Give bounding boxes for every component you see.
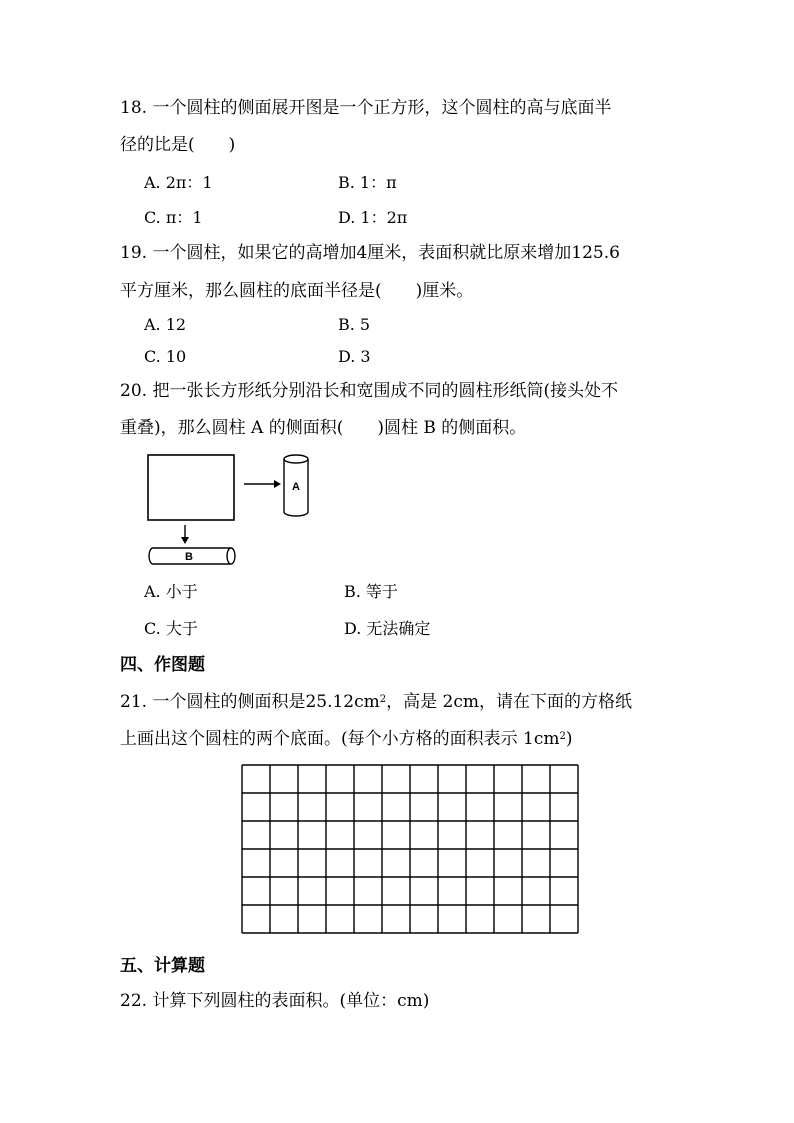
q18-option-b[interactable]: B. 1：π [338, 173, 397, 192]
q20-stem-line1: 20. 把一张长方形纸分别沿长和宽围成不同的圆柱形纸筒(接头处不 [120, 381, 619, 401]
q20-option-b[interactable]: B. 等于 [344, 582, 398, 601]
q19-stem-line2: 平方厘米，那么圆柱的底面半径是( )厘米。 [120, 281, 474, 301]
q20-rolling-figure [140, 448, 316, 570]
section-heading-drawing: 四、作图题 [120, 655, 205, 675]
q19-option-a[interactable]: A. 12 [144, 315, 187, 334]
q18-stem-line1: 18. 一个圆柱的侧面展开图是一个正方形，这个圆柱的高与底面半 [120, 98, 612, 118]
q18-option-a[interactable]: A. 2π：1 [144, 173, 213, 192]
arrow-right-icon [244, 480, 281, 488]
q19-stem-line1: 19. 一个圆柱，如果它的高增加4厘米，表面积就比原来增加125.6 [120, 243, 620, 263]
q18-stem-line2: 径的比是( ) [120, 135, 236, 155]
q22-stem: 22. 计算下列圆柱的表面积。(单位：cm) [120, 991, 430, 1011]
arrow-down-icon [181, 525, 189, 544]
q19-option-c[interactable]: C. 10 [144, 347, 187, 366]
paper-rectangle [148, 455, 234, 520]
q21-grid-paper[interactable] [241, 764, 581, 936]
q20-stem-line2: 重叠)，那么圆柱 A 的侧面积( )圆柱 B 的侧面积。 [120, 418, 527, 438]
q18-option-c[interactable]: C. π：1 [144, 208, 203, 227]
q21-stem-line1: 21. 一个圆柱的侧面积是$25.12cm^2$，高是 2cm，请在下面的方格纸 [120, 692, 632, 712]
q19-option-b[interactable]: B. 5 [338, 315, 371, 334]
cylinder-b-label: B [185, 551, 193, 563]
q18-option-d[interactable]: D. 1：2π [338, 208, 408, 227]
q19-option-d[interactable]: D. 3 [338, 347, 371, 366]
cylinder-b [149, 548, 235, 564]
cylinder-a [284, 455, 308, 516]
q21-stem-line2: 上画出这个圆柱的两个底面。(每个小方格的面积表示 $1cm^2$) [120, 729, 573, 749]
q20-option-d[interactable]: D. 无法确定 [344, 619, 431, 638]
cylinder-a-label: A [292, 481, 300, 493]
q20-option-c[interactable]: C. 大于 [144, 619, 198, 638]
section-heading-calculation: 五、计算题 [120, 956, 205, 976]
q20-option-a[interactable]: A. 小于 [144, 582, 198, 601]
